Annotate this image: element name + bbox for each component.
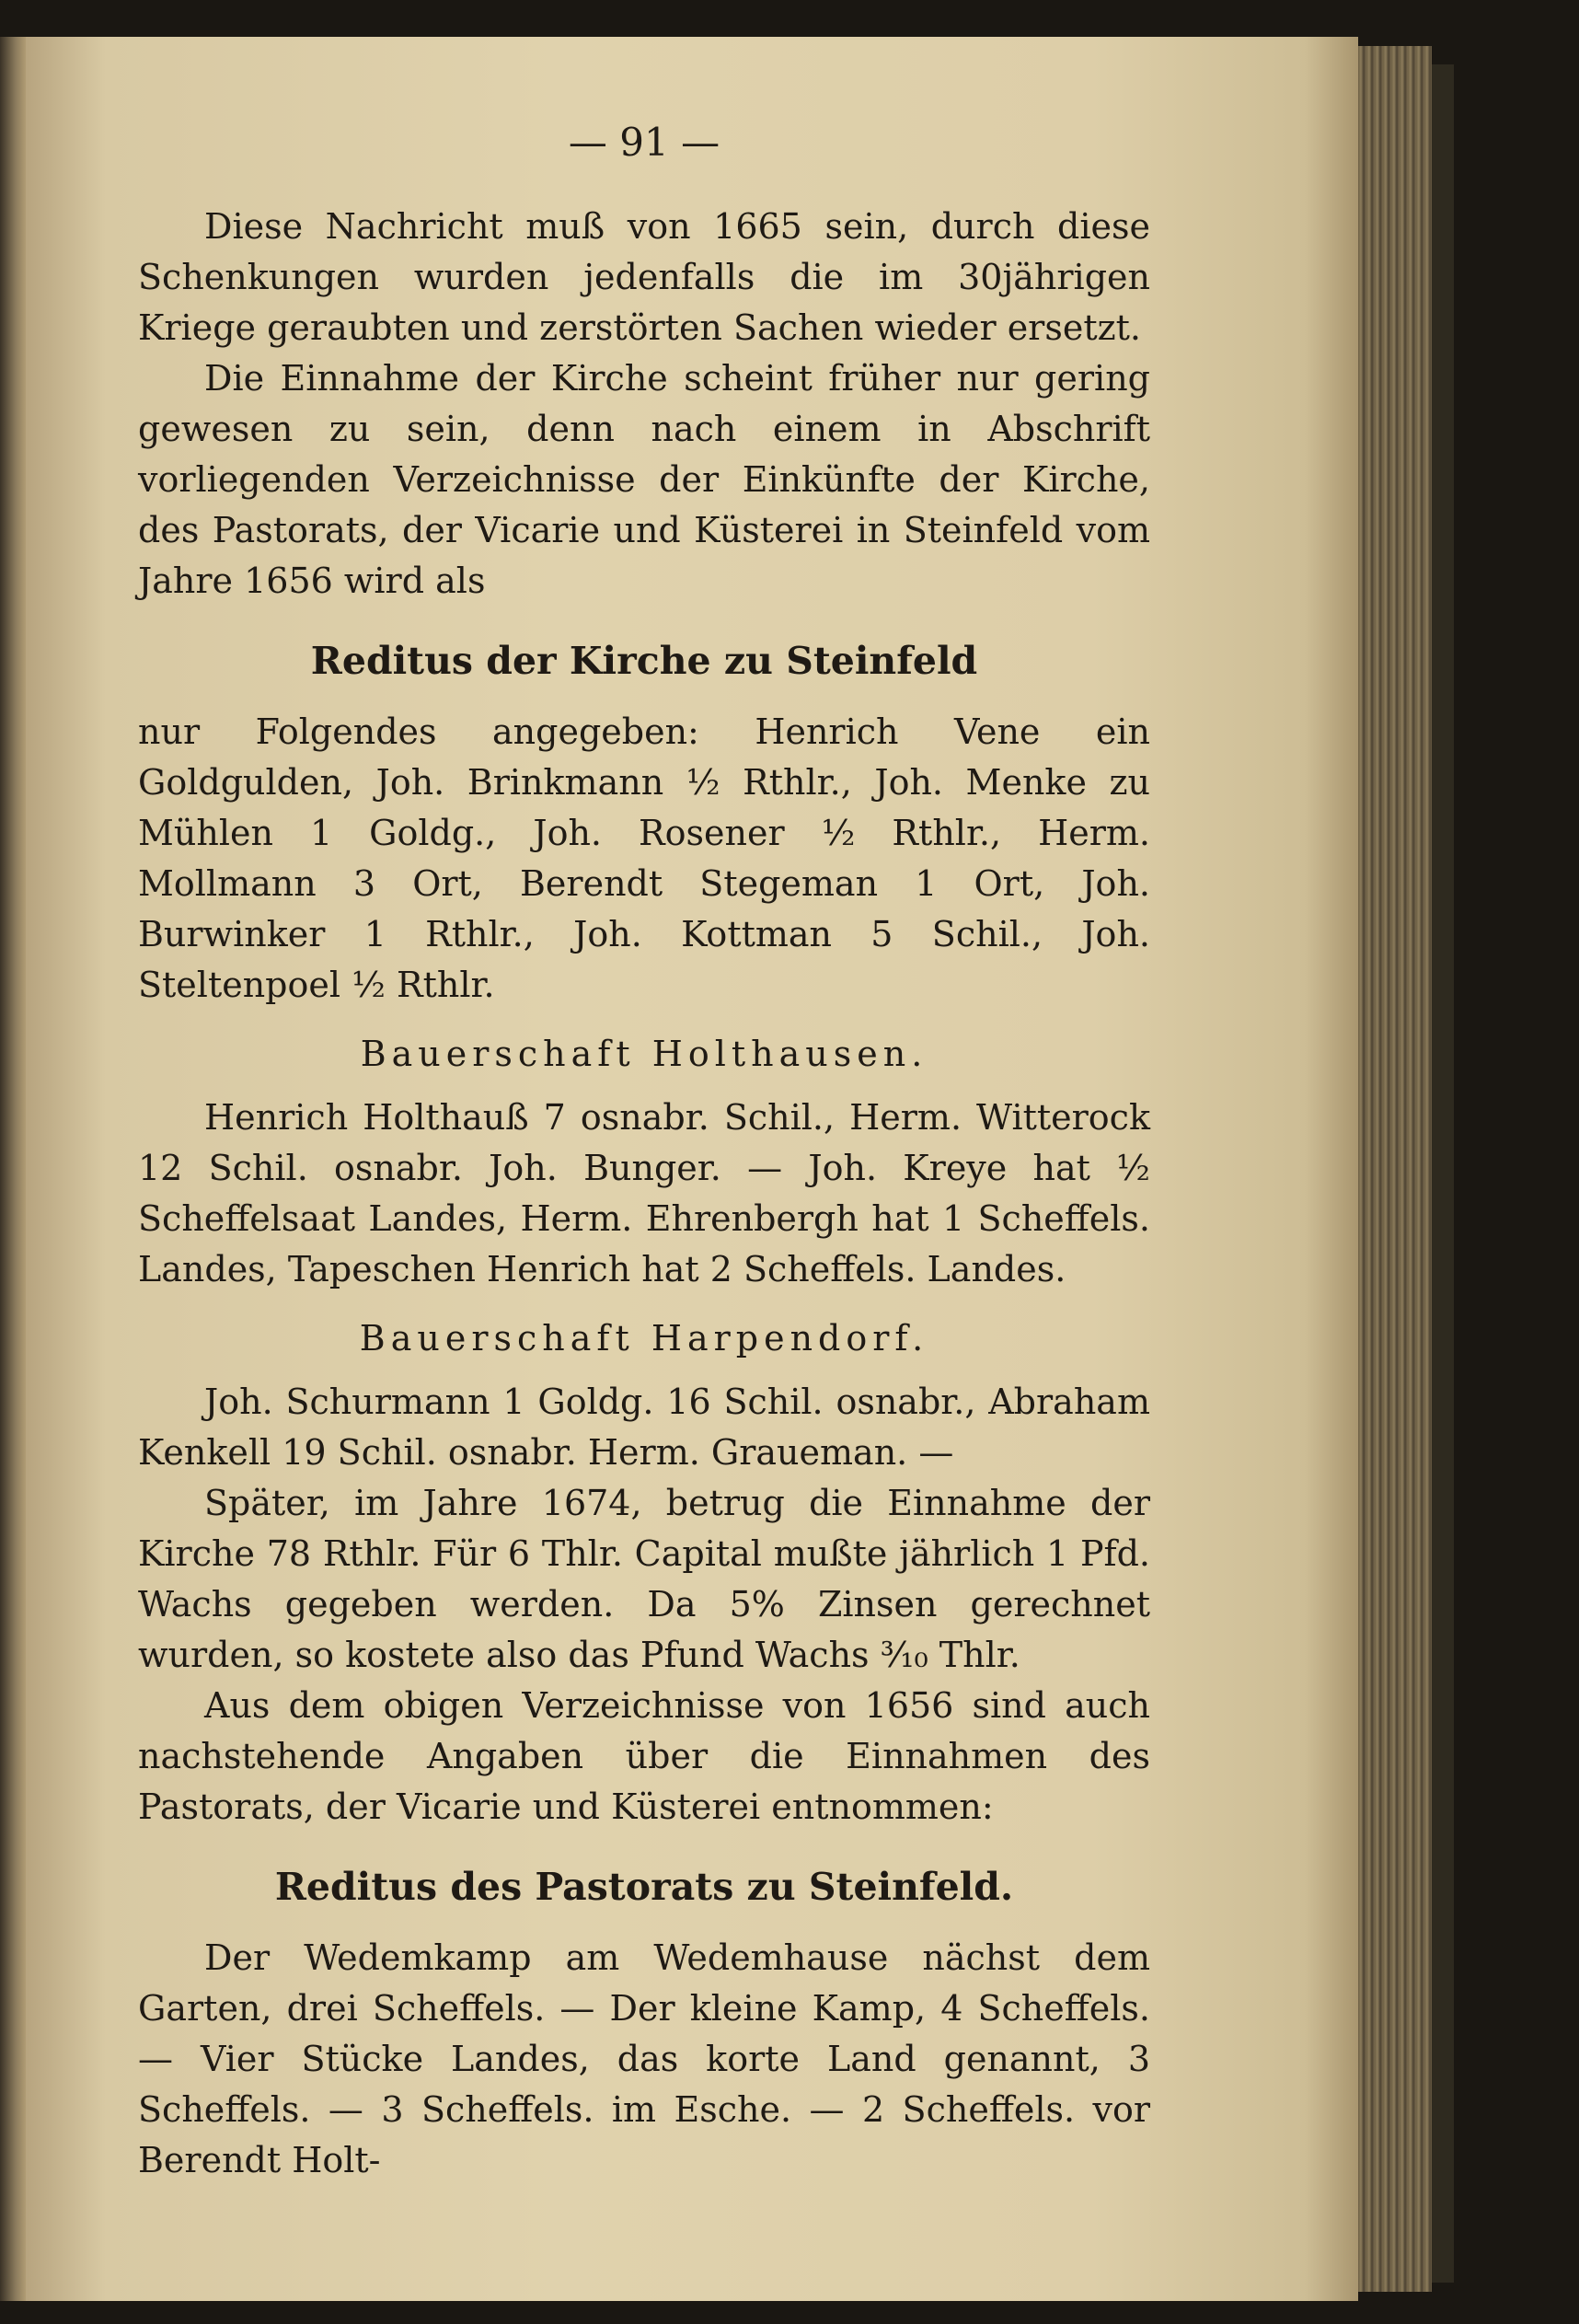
paragraph-2: Die Einnahme der Kirche scheint früher nur gering gewesen zu sein, denn nach einem in Abschrift vorliegenden Verzeichnisse der Einkünfte der Kirche, des Pastorats, der Vicarie und Küsterei in Steinfeld vom Jahre 1656 wird als [138, 358, 1150, 601]
page-stack-edge [1358, 46, 1432, 2292]
left-page-edge [0, 37, 26, 2301]
heading-reditus-kirche: Reditus der Kirche zu Steinfeld [310, 639, 978, 683]
subheading-harpendorf: Bauerschaft Harpendorf. [359, 1318, 929, 1359]
paragraph-1: Diese Nachricht muß von 1665 sein, durch diese Schenkungen wurden jedenfalls die im 30jährigen Kriege geraubten und zerstörten Sachen wieder ersetzt. [138, 206, 1150, 348]
paragraph-3: nur Folgendes angegeben: Henrich Vene ein Goldgulden, Joh. Brinkmann ½ Rthlr., Joh. Menke zu Mühlen 1 Goldg., Joh. Rosener ½ Rthlr., Herm. Mollmann 3 Ort, Berendt Stegeman 1 Ort, Joh. Burwinker 1 Rthlr., Joh. Kottman 5 Schil., Joh. Steltenpoel ½ Rthlr. [138, 711, 1150, 1005]
paragraph-4: Henrich Holthauß 7 osnabr. Schil., Herm. Witterock 12 Schil. osnabr. Joh. Bunger. — Joh. Kreye hat ½ Scheffelsaat Landes, Herm. Ehrenbergh hat 1 Scheffels. Landes, Tapeschen Henrich hat 2 Scheffels. Landes. [138, 1097, 1150, 1289]
subheading-holthausen: Bauerschaft Holthausen. [360, 1034, 928, 1074]
paragraph-6: Später, im Jahre 1674, betrug die Einnahme der Kirche 78 Rthlr. Für 6 Thlr. Capital mußte jährlich 1 Pfd. Wachs gegeben werden. Da 5% Zinsen gerechnet wurden, so kostete also das Pfund Wachs ³⁄₁₀ Thlr. [138, 1483, 1150, 1675]
page-text [138, 120, 1150, 2186]
heading-reditus-pastorat: Reditus des Pastorats zu Steinfeld. [274, 1865, 1014, 1909]
paragraph-5: Joh. Schurmann 1 Goldg. 16 Schil. osnabr., Abraham Kenkell 19 Schil. osnabr. Herm. Graueman. — [138, 1382, 1150, 1473]
paragraph-7: Aus dem obigen Verzeichnisse von 1656 sind auch nachstehende Angaben über die Einnahmen des Pastorats, der Vicarie und Küsterei entnommen: [138, 1685, 1150, 1827]
page-number: — 91 — [568, 120, 720, 165]
book-binding [1432, 64, 1454, 2283]
paragraph-8: Der Wedemkamp am Wedemhause nächst dem Garten, drei Scheffels. — Der kleine Kamp, 4 Scheffels. — Vier Stücke Landes, das korte Land genannt, 3 Scheffels. — 3 Scheffels. im Esche. — 2 Scheffels. vor Berendt Holt- [138, 1937, 1150, 2180]
